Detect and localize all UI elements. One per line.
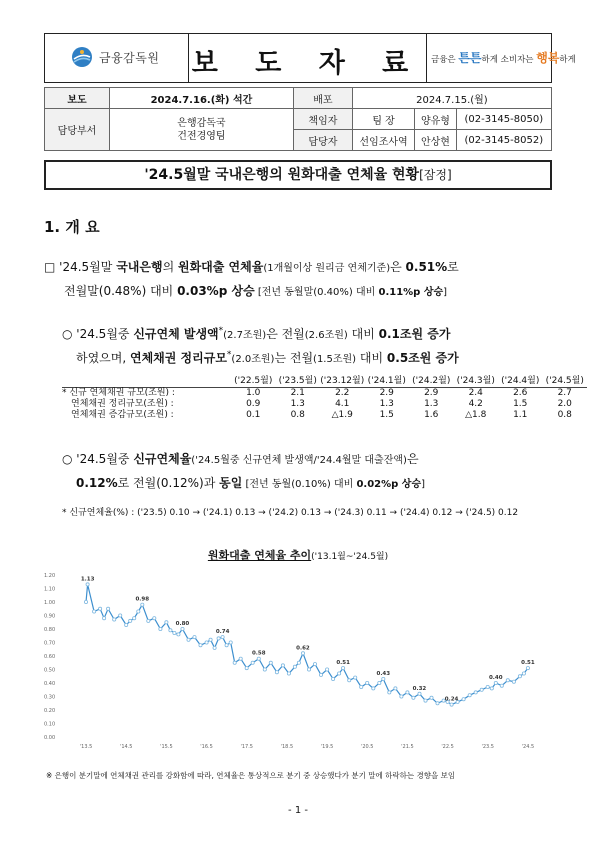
table-cell: 1.3: [379, 399, 394, 409]
y-tick-label: 0.50: [44, 667, 56, 674]
square-bullet: □: [44, 260, 56, 274]
x-tick-label: '22.5: [441, 744, 454, 750]
column-header: ('24.1월): [365, 376, 410, 388]
data-point: [354, 676, 357, 679]
data-point: [512, 680, 515, 683]
fss-logo-icon: [71, 46, 93, 68]
bullet1-line-2: [76, 344, 459, 371]
text: 동일: [219, 476, 243, 490]
data-point: [506, 679, 509, 682]
data-point: [301, 652, 304, 655]
data-point: [430, 696, 433, 699]
report-date: 2024.7.16.(화) 석간: [110, 88, 294, 109]
role-staff: 담당자: [293, 130, 352, 151]
table-cell: 4.1: [335, 399, 350, 409]
chart-title: [0, 547, 596, 563]
data-point: [209, 638, 212, 641]
data-point: [486, 685, 489, 688]
data-point: [141, 603, 144, 606]
data-point: [86, 583, 89, 586]
data-point: [388, 691, 391, 694]
text: (2.7조원): [223, 330, 267, 341]
text: 는 전월: [274, 351, 314, 365]
table-cell: 2.2: [335, 388, 350, 398]
press-release-header: [44, 33, 576, 83]
text: ]: [421, 479, 426, 490]
circle-bullet: ○: [62, 452, 73, 466]
header-divider: [426, 34, 427, 82]
data-point: [133, 617, 136, 620]
data-point: [406, 691, 409, 694]
data-point: [378, 681, 381, 684]
summary-line-1: [44, 256, 459, 280]
table-cell: 0.8: [557, 410, 572, 420]
data-label: 1.13: [80, 576, 95, 583]
column-header: ('24.3월): [454, 376, 499, 388]
slogan-part: 하게 소비자는: [481, 55, 537, 65]
data-point: [372, 687, 375, 690]
text: 은 전월: [266, 327, 305, 341]
y-tick-label: 1.00: [44, 600, 56, 606]
data-point: [84, 600, 87, 603]
name-staff: 안상현: [415, 130, 456, 151]
data-point: [107, 607, 110, 610]
data-label: 0.51: [521, 660, 535, 667]
data-point: [129, 619, 132, 622]
table-cell: 1.6: [424, 410, 439, 420]
data-point: [137, 610, 140, 613]
data-point: [181, 627, 184, 630]
y-axis-ticks: [44, 573, 55, 741]
data-point: [474, 691, 477, 694]
data-point: [93, 610, 96, 613]
data-point: [187, 638, 190, 641]
data-point: [263, 668, 266, 671]
data-point: [221, 636, 224, 639]
x-tick-label: '23.5: [481, 744, 495, 750]
bullet1-line-1: [62, 320, 450, 347]
data-point: [233, 661, 236, 664]
table-header-row: [62, 376, 587, 388]
text: '24.5월중: [72, 452, 134, 466]
header-spacer: [62, 376, 231, 388]
text: (1개월이상 원리금 연체기준): [263, 263, 391, 274]
data-point: [400, 695, 403, 698]
data-point: [424, 699, 427, 702]
data-label: 0.58: [251, 650, 266, 657]
column-header: ('24.4월): [498, 376, 543, 388]
y-tick-label: 0.20: [44, 708, 56, 714]
y-tick-label: 0.10: [44, 721, 56, 728]
text: 0.12%: [76, 476, 118, 490]
data-label: 0.51: [336, 660, 350, 667]
data-point: [342, 667, 345, 670]
table-cell: 1.0: [246, 388, 261, 398]
data-point: [245, 667, 248, 670]
data-point: [313, 663, 316, 666]
bullet2-line-1: [62, 448, 419, 472]
text: 0.03%p 상승: [177, 284, 255, 298]
data-point: [225, 644, 228, 647]
data-point: [239, 657, 242, 660]
phone-manager: (02-3145-8050): [456, 109, 551, 130]
data-point: [281, 664, 284, 667]
table-cell: 0.8: [290, 410, 305, 420]
text: 로: [447, 260, 459, 274]
delinquency-rate-chart: [40, 567, 556, 762]
x-tick-label: '21.5: [401, 744, 414, 750]
data-point: [165, 621, 168, 624]
text: 신규연체 발생액: [133, 327, 219, 341]
slogan-word-sound: 튼튼: [458, 51, 482, 65]
text: 원화대출 연체율: [177, 260, 264, 274]
y-tick-label: 0.00: [44, 735, 56, 741]
data-point: [332, 677, 335, 680]
chart-footnote: ※ 은행이 분기말에 연체채권 관리를 강화함에 따라, 연체율은 통상적으로 분기 중 상승했다가 분기 말에 하락하는 경향을 보임: [46, 771, 456, 780]
x-tick-label: '16.5: [200, 744, 213, 750]
data-point: [213, 646, 216, 649]
x-tick-label: '20.5: [360, 744, 374, 750]
agency-logo: [71, 46, 159, 68]
column-header: ('23.5월): [276, 376, 321, 388]
data-point: [177, 633, 180, 636]
text: 로 전월(0.12%)과: [117, 476, 220, 490]
table-cell: △1.8: [465, 410, 487, 420]
header-divider: [188, 34, 189, 82]
data-point: [173, 631, 176, 634]
agency-name: 금융감독원: [99, 50, 160, 65]
data-label: 0.62: [296, 645, 310, 652]
data-point: [522, 672, 525, 675]
phone-staff: (02-3145-8052): [456, 130, 551, 151]
data-label: 0.80: [175, 621, 190, 627]
column-header: ('23.12월): [320, 376, 365, 386]
data-point: [257, 657, 260, 660]
text: 0.51%: [405, 260, 448, 274]
table-cell: 1.1: [513, 410, 528, 420]
table-cell: 2.7: [557, 388, 572, 398]
data-point: [412, 696, 415, 699]
page-number: - 1 -: [288, 805, 308, 816]
text: '24.5월말: [55, 260, 117, 274]
department-team: 건전경영팀: [177, 130, 226, 142]
text: 은: [390, 260, 406, 274]
slogan-part: 금융은: [431, 55, 459, 65]
data-point: [500, 684, 503, 687]
document-title: 보 도 자 료: [191, 48, 423, 79]
slogan-part: 하게: [559, 55, 576, 65]
data-point: [338, 672, 341, 675]
data-point: [490, 687, 493, 690]
data-point: [468, 694, 471, 697]
table-row: [62, 399, 587, 410]
distribution-label: 배포: [293, 88, 352, 109]
row-label: * 신규 연체채권 규모(조원) :: [62, 388, 175, 398]
table-cell: 1.5: [513, 399, 528, 409]
contact-row: [45, 109, 552, 130]
data-point: [326, 668, 329, 671]
text: [전년 동월(0.10%) 대비: [242, 479, 357, 490]
circle-bullet: ○: [62, 327, 73, 341]
text: 전월말(0.48%) 대비: [64, 284, 178, 298]
column-header: ('24.5월): [543, 376, 588, 388]
table-cell: 2.9: [379, 388, 394, 398]
data-label: 0.40: [488, 675, 503, 681]
data-point: [394, 687, 397, 690]
footnote-marker: *: [218, 326, 224, 336]
text: ('24.5월중 신규연체 발생액/'24.4월말 대출잔액): [191, 455, 407, 466]
table-cell: △1.9: [331, 410, 353, 420]
y-tick-label: 1.20: [44, 573, 56, 579]
text: 하였으며,: [76, 351, 130, 365]
department-bureau: 은행감독국: [177, 117, 226, 129]
row-label: 연체채권 정리규모(조원) :: [71, 399, 174, 409]
data-label: 0.98: [135, 596, 150, 603]
x-tick-label: '17.5: [240, 744, 253, 750]
y-tick-label: 0.40: [44, 681, 56, 687]
text: 0.02%p 상승: [356, 479, 422, 490]
data-label: 0.74: [215, 629, 230, 636]
table-cell: 2.4: [468, 388, 483, 398]
row-label: 연체채권 증감규모(조원) :: [71, 410, 174, 420]
text: 0.1조원 증가: [378, 327, 451, 341]
table-cell: 1.3: [290, 399, 305, 409]
x-tick-label: '19.5: [320, 744, 334, 750]
table-cell: 2.0: [557, 399, 572, 409]
data-point: [293, 665, 296, 668]
data-point: [119, 614, 122, 617]
data-point: [319, 673, 322, 676]
text: (1.5조원): [313, 354, 357, 365]
x-tick-label: '24.5: [521, 744, 535, 750]
text: 은: [406, 452, 419, 466]
data-point: [169, 629, 172, 632]
data-point: [159, 627, 162, 630]
bullet2-line-2: [76, 472, 425, 496]
data-label: 0.32: [412, 685, 427, 692]
rank-manager: 팀 장: [352, 109, 414, 130]
data-point: [307, 668, 310, 671]
x-tick-label: '13.5: [79, 744, 93, 750]
text: 신규연체율: [133, 452, 192, 466]
data-point: [125, 623, 128, 626]
department-label: 담당부서: [45, 109, 110, 151]
data-point: [217, 637, 220, 640]
subject-tag: [잠정]: [419, 168, 452, 182]
peak-annotations: [81, 576, 535, 702]
slogan-word-happy: 행복: [536, 51, 560, 65]
table-cell: 2.9: [424, 388, 439, 398]
delinquency-detail-table: [62, 376, 587, 421]
table-cell: 2.1: [290, 388, 305, 398]
data-point: [494, 681, 497, 684]
data-point: [418, 692, 421, 695]
table-cell: 2.6: [513, 388, 528, 398]
data-point: [99, 607, 102, 610]
data-label: 0.24: [444, 696, 459, 703]
table-cell: 0.1: [246, 410, 261, 420]
data-point: [275, 671, 278, 674]
data-point: [436, 702, 439, 705]
column-header: ('24.2월): [409, 376, 454, 388]
department-name: [110, 109, 294, 151]
table-row: [62, 410, 587, 421]
data-point: [366, 681, 369, 684]
x-tick-label: '15.5: [160, 744, 173, 750]
text: (2.0조원): [231, 354, 275, 365]
report-label: 보도: [45, 88, 110, 109]
data-point: [193, 636, 196, 639]
x-tick-label: '18.5: [280, 744, 294, 750]
footnote-marker: *: [226, 350, 232, 360]
text: (2.6조원): [304, 330, 348, 341]
text: '24.5월중: [72, 327, 134, 341]
table-cell: 4.2: [468, 399, 483, 409]
data-point: [251, 661, 254, 664]
y-tick-label: 0.90: [44, 613, 56, 620]
data-point: [103, 617, 106, 620]
name-manager: 양유형: [415, 109, 456, 130]
y-tick-label: 0.80: [44, 627, 56, 633]
table-cell: 0.9: [246, 399, 261, 409]
text: 의: [162, 260, 178, 274]
distribution-date: 2024.7.15.(월): [352, 88, 551, 109]
text: 0.5조원 증가: [386, 351, 459, 365]
text: 대비: [356, 351, 387, 365]
column-header: ('22.5월): [231, 376, 276, 388]
text: 0.11%p 상승: [378, 287, 444, 298]
text: ]: [443, 287, 448, 298]
data-point: [526, 667, 529, 670]
data-point: [229, 641, 232, 644]
summary-line-2: [64, 280, 447, 304]
section-heading: 1. 개 요: [44, 218, 100, 236]
data-point: [348, 679, 351, 682]
table-cell: 1.5: [379, 410, 394, 420]
data-point: [518, 675, 521, 678]
slogan: [431, 49, 576, 66]
data-point: [450, 703, 453, 706]
role-manager: 책임자: [293, 109, 352, 130]
new-delinquency-rate-path: * 신규연체율(%) : ('23.5) 0.10 → ('24.1) 0.13 → ('24.2) 0.13 → ('24.3) 0.11 → ('24.4) 0.12 → ('24.5) 0.12: [62, 508, 519, 518]
release-row: [45, 88, 552, 109]
table-row: [62, 388, 587, 400]
chart-title-range: ('13.1월~'24.5월): [311, 552, 389, 562]
data-point: [360, 685, 363, 688]
data-point: [147, 619, 150, 622]
table-cell: 1.3: [424, 399, 439, 409]
data-point: [269, 661, 272, 664]
y-tick-label: 0.70: [44, 640, 56, 647]
data-point: [113, 618, 116, 621]
data-point: [382, 677, 385, 680]
data-label: 0.43: [376, 670, 391, 677]
data-point: [205, 641, 208, 644]
subject-box: [44, 160, 552, 190]
chart-title-main: 원화대출 연체율 추이: [207, 549, 312, 562]
release-info-table: [44, 87, 552, 151]
text: 연체채권 정리규모: [130, 351, 227, 365]
x-tick-label: '14.5: [119, 744, 133, 750]
y-tick-label: 0.60: [44, 654, 56, 660]
data-point: [199, 644, 202, 647]
text: 국내은행: [116, 260, 163, 274]
data-point: [297, 661, 300, 664]
data-point: [153, 617, 156, 620]
y-tick-label: 0.30: [44, 694, 56, 701]
x-axis-ticks: [80, 744, 534, 750]
subject-title: '24.5월말 국내은행의 원화대출 연체율 현황: [144, 167, 420, 183]
y-tick-label: 1.10: [44, 586, 56, 593]
data-point: [480, 688, 483, 691]
text: 대비: [347, 327, 379, 341]
rank-staff: 선임조사역: [352, 130, 414, 151]
data-point: [462, 698, 465, 701]
text: [전년 동월말(0.40%) 대비: [254, 287, 379, 298]
data-point: [287, 672, 290, 675]
